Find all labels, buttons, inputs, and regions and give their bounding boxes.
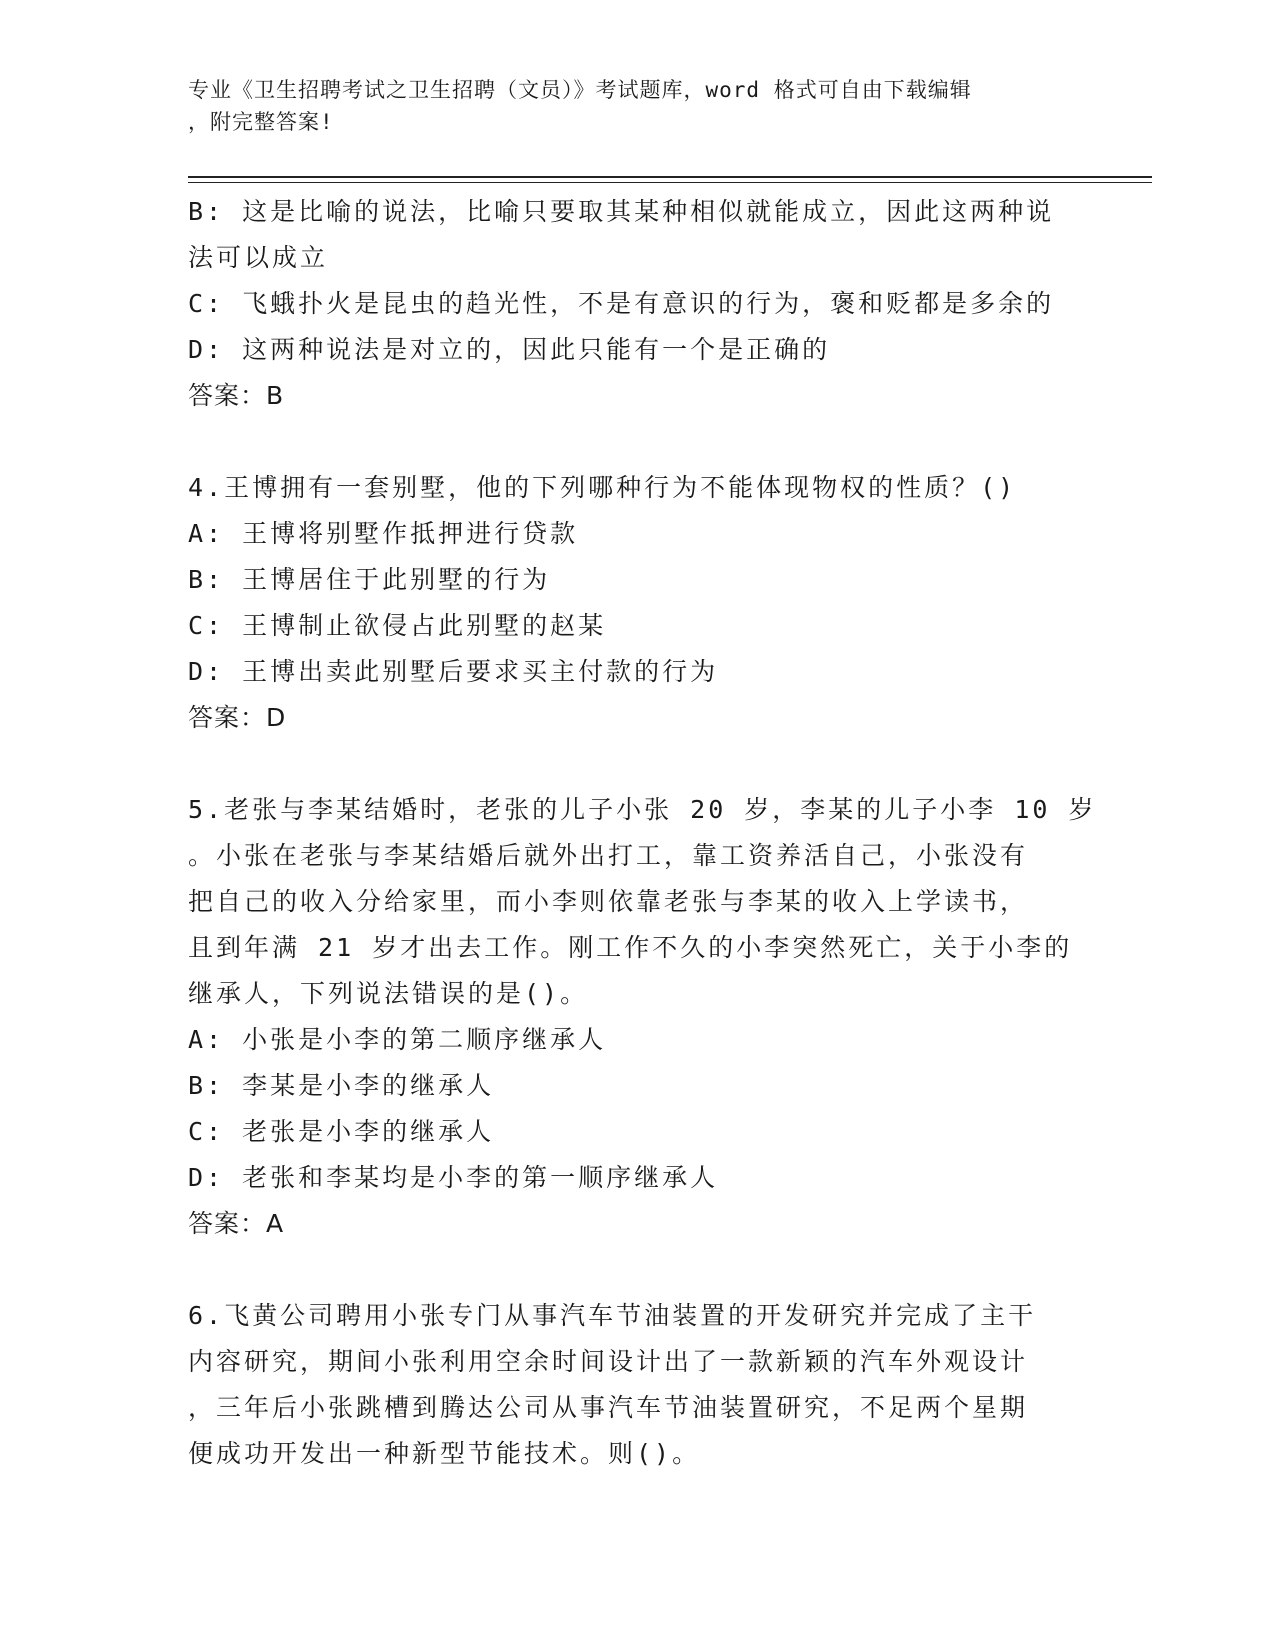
question-stem-line-4: 便成功开发出一种新型节能技术。则()。 <box>188 1439 701 1468</box>
question-stem-line-3: ，三年后小张跳槽到腾达公司从事汽车节油装置研究，不足两个星期 <box>188 1393 1029 1422</box>
option-d: D: 老张和李某均是小李的第一顺序继承人 <box>188 1163 719 1192</box>
option-d: D: 王博出卖此别墅后要求买主付款的行为 <box>188 657 719 686</box>
spacer <box>188 1247 1088 1293</box>
answer-label: 答案：B <box>188 381 285 410</box>
answer-label: 答案：A <box>188 1209 285 1238</box>
question-stem-line-4: 且到年满 21 岁才出去工作。刚工作不久的小李突然死亡，关于小李的 <box>188 933 1073 962</box>
question-stem-line-3: 把自己的收入分给家里，而小李则依靠老张与李某的收入上学读书， <box>188 887 1029 916</box>
question-6 <box>188 1293 1088 1477</box>
header-divider-thick <box>188 176 1152 178</box>
header-line-2: ，附完整答案! <box>188 110 334 134</box>
question-stem-line-2: 。小张在老张与李某结婚后就外出打工，靠工资养活自己，小张没有 <box>188 841 1029 870</box>
option-a: A: 王博将别墅作抵押进行贷款 <box>188 519 579 548</box>
question-4 <box>188 465 1088 741</box>
spacer <box>188 741 1088 787</box>
question-5 <box>188 787 1097 1247</box>
question-stem-line-1: 6.飞黄公司聘用小张专门从事汽车节油装置的开发研究并完成了主干 <box>188 1301 1037 1330</box>
option-c: C: 王博制止欲侵占此别墅的赵某 <box>188 611 607 640</box>
option-c: C: 老张是小李的继承人 <box>188 1117 495 1146</box>
question-stem-line-2: 内容研究，期间小张利用空余时间设计出了一款新颖的汽车外观设计 <box>188 1347 1029 1376</box>
option-b: B: 李某是小李的继承人 <box>188 1071 495 1100</box>
question-stem-line-1: 5.老张与李某结婚时，老张的儿子小张 20 岁，李某的儿子小李 10 岁 <box>188 795 1097 824</box>
option-d: D: 这两种说法是对立的，因此只能有一个是正确的 <box>188 335 831 364</box>
spacer <box>188 419 1088 465</box>
option-b-continued: 法可以成立 <box>188 243 329 272</box>
option-b: B: 王博居住于此别墅的行为 <box>188 565 551 594</box>
option-a: A: 小张是小李的第二顺序继承人 <box>188 1025 607 1054</box>
question-3 <box>188 189 1088 419</box>
answer-label: 答案：D <box>188 703 287 732</box>
question-stem: 4.王博拥有一套别墅，他的下列哪种行为不能体现物权的性质？() <box>188 473 1017 502</box>
document-header <box>188 74 1068 138</box>
question-body <box>188 189 1097 1477</box>
header-line-1: 专业《卫生招聘考试之卫生招聘（文员）》考试题库，word 格式可自由下载编辑 <box>188 78 972 102</box>
header-divider-thin <box>188 182 1152 183</box>
option-c: C: 飞蛾扑火是昆虫的趋光性，不是有意识的行为，褒和贬都是多余的 <box>188 289 1055 318</box>
option-b: B: 这是比喻的说法，比喻只要取其某种相似就能成立，因此这两种说 <box>188 197 1055 226</box>
question-stem-line-5: 继承人，下列说法错误的是()。 <box>188 979 589 1008</box>
